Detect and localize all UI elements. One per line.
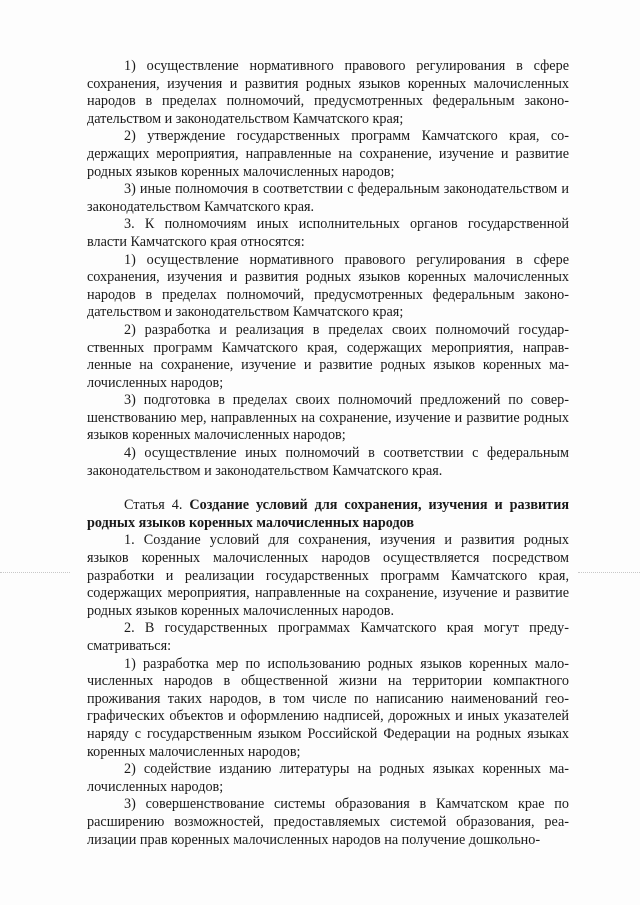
paragraph-authority-1: 1) осуществление нормативного правового регулирования в сфере сохранения, изучения и развития родных языков коренных малочисленных народов в пределах полномочий, предусмотренных федеральным законодательством и законодательством Камчатского края; [87, 58, 569, 127]
paragraph-article4-2: 2. В государственных программах Камчатского края могут предусматриваться: [87, 620, 569, 654]
article-title: Создание условий для сохранения, изучения и развития родных языков коренных малочисленных народов [87, 497, 569, 531]
paragraph-measure-3: 3) совершенствование системы образования в Камчатском крае по расширению возможностей, предоставляемых системой образования, реализации прав коренных малочисленных народов на получение дошкольно- [87, 796, 569, 848]
scan-dotted-line-left [0, 572, 70, 575]
paragraph-executive-3: 3) подготовка в пределах своих полномочий предложений по совершенствованию мер, направленных на сохранение, изучение и развитие родных языков коренных малочисленных народов; [87, 392, 569, 444]
paragraph-measure-1: 1) разработка мер по использованию родных языков коренных малочисленных народов в общественной жизни на территории компактного проживания таких народов, в том числе по написанию наименований географических объектов и оформлению надписей, дорожных и иных указателей наряду с государственным языком Российской Федерации на родных языках коренных малочисленных народов; [87, 655, 569, 760]
article-4-heading [87, 497, 569, 532]
paragraph-section-3: 3. К полномочиям иных исполнительных органов государственной власти Камчатского края относятся: [87, 216, 569, 250]
article-number: Статья 4. [124, 497, 190, 514]
paragraph-executive-4: 4) осуществление иных полномочий в соответствии с федеральным законодательством и законодательством Камчатского края. [87, 445, 569, 479]
paragraph-authority-2: 2) утверждение государственных программ Камчатского края, содержащих мероприятия, направленные на сохранение, изучение и развитие родных языков коренных малочисленных народов; [87, 128, 569, 180]
paragraph-executive-2: 2) разработка и реализация в пределах своих полномочий государственных программ Камчатского края, содержащих мероприятия, направленные на сохранение, изучение и развитие родных языков коренных малочисленных народов; [87, 321, 569, 391]
paragraph-article4-1: 1. Создание условий для сохранения, изучения и развития родных языков коренных малочисленных народов осуществляется посредством разработки и реализации государственных программ Камчатского края, содержащих мероприятия, направленные на сохранение, изучение и развитие родных языков коренных малочисленных народов. [87, 532, 569, 619]
paragraph-authority-3: 3) иные полномочия в соответствии с федеральным законодательством и законодательством Камчатского края. [87, 181, 569, 215]
document-body [87, 58, 569, 849]
paragraph-measure-2: 2) содействие изданию литературы на родных языках коренных малочисленных народов; [87, 761, 569, 795]
scan-dotted-line-right [578, 572, 640, 575]
paragraph-executive-1: 1) осуществление нормативного правового регулирования в сфере сохранения, изучения и развития родных языков коренных малочисленных народов в пределах полномочий, предусмотренных федеральным законодательством и законодательством Камчатского края; [87, 251, 569, 321]
